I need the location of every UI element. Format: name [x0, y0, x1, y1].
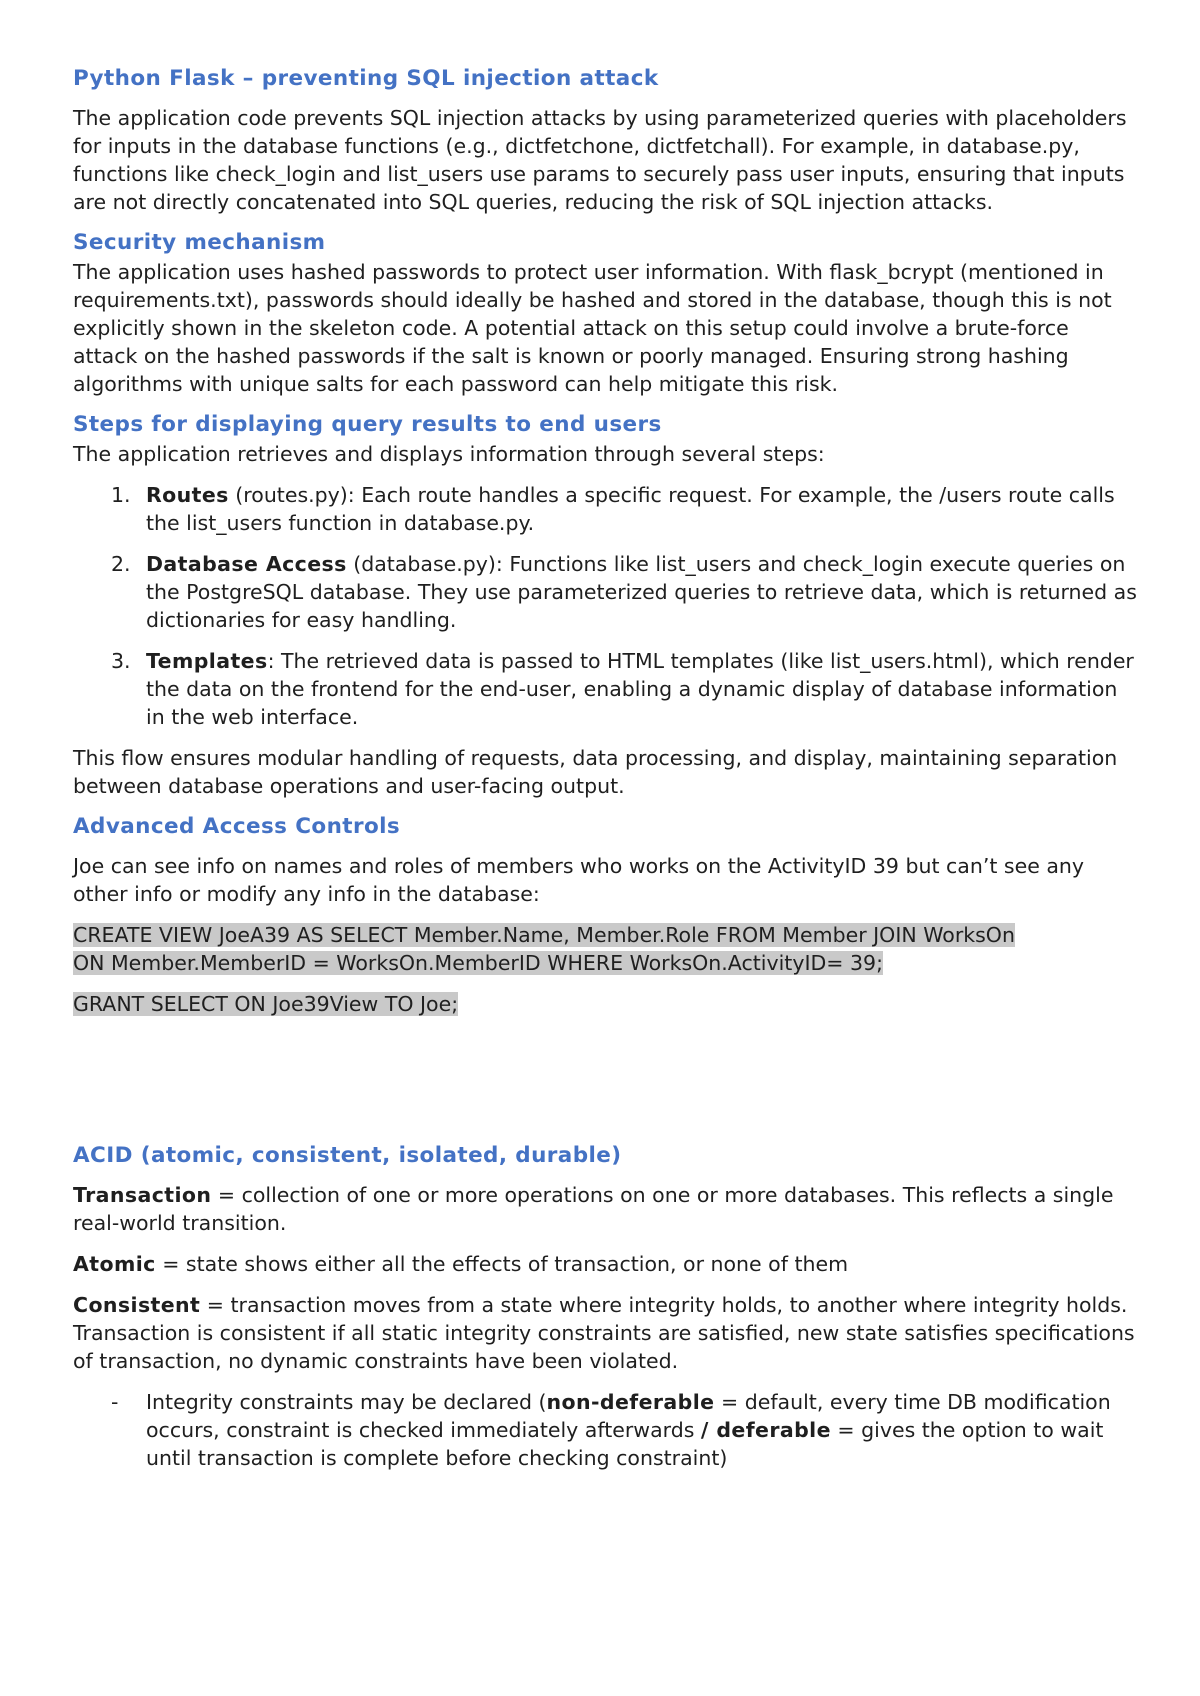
create-view-code	[73, 921, 1138, 977]
list-item-term: Database Access	[146, 552, 347, 576]
steps-outro: This flow ensures modular handling of requests, data processing, and display, maintaining separation between database operations and user-facing output.	[73, 746, 1118, 798]
term-non-deferable: non-deferable	[546, 1390, 715, 1414]
transaction-text: = collection of one or more operations on one or more databases. This reflects a single real-world transition.	[73, 1183, 1114, 1235]
heading-access-controls: Advanced Access Controls	[73, 814, 401, 839]
list-item-number: 1.	[111, 483, 131, 507]
bullet-dash: -	[111, 1390, 119, 1414]
list-item-text: : The retrieved data is passed to HTML templates (like list_users.html), which render the data on the frontend for the end-user, enabling a dynamic display of database information in the web interface.	[146, 649, 1134, 729]
sql-injection-paragraph: The application code prevents SQL injection attacks by using parameterized queries with placeholders for inputs in the database functions (e.g., dictfetchone, dictfetchall). For example, in database.py, functions like check_login and list_users use params to securely pass user inputs, ensuring that inputs are not directly concatenated into SQL queries, reducing the risk of SQL injection attacks.	[73, 106, 1127, 214]
list-item	[73, 481, 1138, 537]
consistent-text: = transaction moves from a state where integrity holds, to another where integrity holds. Transaction is consistent if all static integrity constraints are satisfied, new state satisfies specifications of transaction, no dynamic constraints have been violated.	[73, 1293, 1135, 1373]
bullet-text: = gives the option to wait until transaction is complete before checking constraint)	[146, 1418, 1104, 1470]
security-mechanism-paragraph: The application uses hashed passwords to protect user information. With flask_bcrypt (mentioned in requirements.txt), passwords should ideally be hashed and stored in the database, though this is not explicitly shown in the skeleton code. A potential attack on this setup could involve a brute-force attack on the hashed passwords if the salt is known or poorly managed. Ensuring strong hashing algorithms with unique salts for each password can help mitigate this risk.	[73, 260, 1112, 396]
code-line: GRANT SELECT ON Joe39View TO Joe;	[73, 992, 459, 1016]
list-item-text: (database.py): Functions like list_users and check_login execute queries on the PostgreSQL database. They use parameterized queries to retrieve data, which is returned as dictionaries for easy handling.	[146, 552, 1137, 632]
term-deferable: / deferable	[700, 1418, 831, 1442]
consistent-definition	[73, 1291, 1138, 1375]
list-item	[73, 550, 1138, 634]
term-transaction: Transaction	[73, 1183, 212, 1207]
heading-acid: ACID (atomic, consistent, isolated, durable)	[73, 1143, 622, 1168]
heading-sql-injection: Python Flask – preventing SQL injection attack	[73, 66, 659, 91]
list-item	[73, 647, 1138, 731]
list-item-text: (routes.py): Each route handles a specific request. For example, the /users route calls the list_users function in database.py.	[146, 483, 1115, 535]
steps-intro: The application retrieves and displays information through several steps:	[73, 442, 825, 466]
bullet-text: = default, every time DB modification occurs, constraint is checked immediately afterwards	[146, 1390, 1111, 1442]
atomic-definition	[73, 1250, 1138, 1278]
constraints-bullet	[73, 1388, 1138, 1472]
list-item-number: 3.	[111, 649, 131, 673]
code-line: ON Member.MemberID = WorksOn.MemberID WHERE WorksOn.ActivityID= 39;	[73, 951, 883, 975]
term-consistent: Consistent	[73, 1293, 201, 1317]
bullet-text: Integrity constraints may be declared (	[146, 1390, 547, 1414]
term-atomic: Atomic	[73, 1252, 156, 1276]
list-item-term: Routes	[146, 483, 229, 507]
heading-steps: Steps for displaying query results to end users	[73, 412, 662, 437]
heading-security-mechanism: Security mechanism	[73, 230, 326, 255]
steps-list	[73, 481, 1138, 731]
list-item-term: Templates	[146, 649, 268, 673]
code-line: CREATE VIEW JoeA39 AS SELECT Member.Name, Member.Role FROM Member JOIN WorksOn	[73, 923, 1015, 947]
transaction-definition	[73, 1181, 1138, 1237]
grant-code	[73, 990, 1138, 1018]
atomic-text: = state shows either all the effects of transaction, or none of them	[155, 1252, 849, 1276]
list-item-number: 2.	[111, 552, 131, 576]
document-page	[73, 64, 1138, 1472]
access-controls-paragraph: Joe can see info on names and roles of members who works on the ActivityID 39 but can’t see any other info or modify any info in the database:	[73, 854, 1085, 906]
